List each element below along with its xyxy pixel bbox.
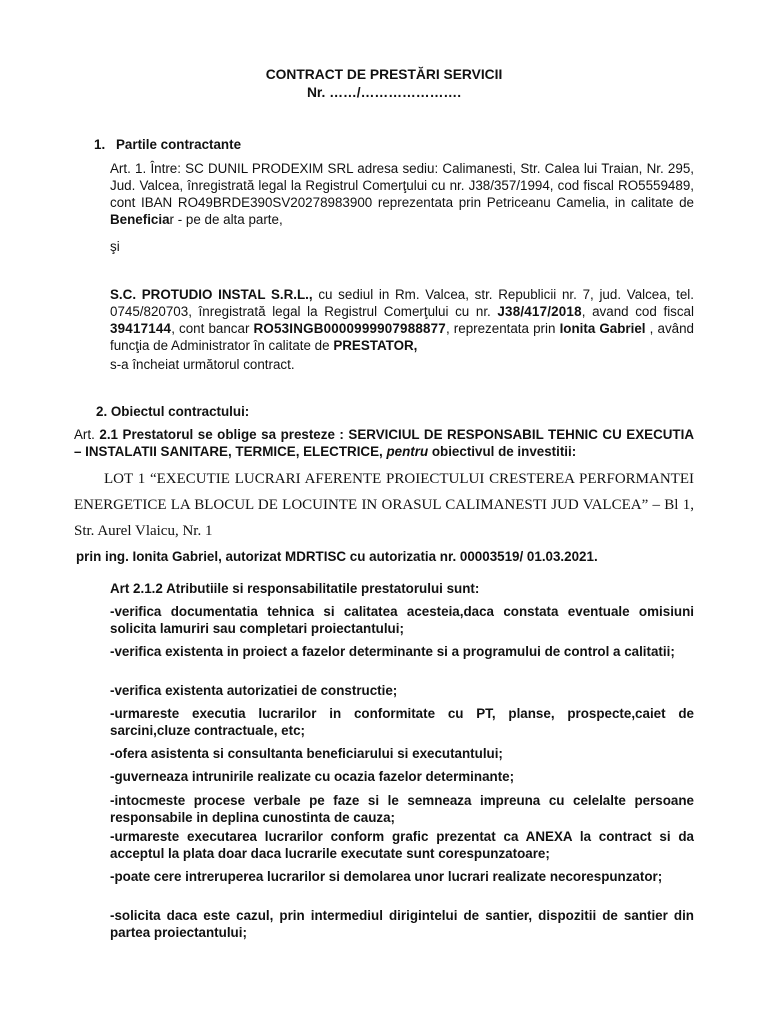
art21-paragraph [74, 426, 694, 460]
contract-title: CONTRACT DE PRESTĂRI SERVICII [265, 67, 503, 82]
duty-item: -urmareste executarea lucrarilor conform grafic prezentat ca ANEXA la contract si da acceptul la plata doar daca lucrarile executate sunt corespunzatoare; [110, 829, 694, 861]
pentru-word: pentru [386, 444, 429, 459]
prestator-paragraph [110, 286, 694, 354]
section2-heading: 2. Obiectul contractului: [96, 404, 250, 419]
conjunction-si: şi [110, 239, 120, 254]
art21-prefix: Art. [74, 427, 100, 442]
representative-name: Ionita Gabriel [559, 321, 646, 336]
registry-number: J38/417/2018 [497, 304, 582, 319]
duty-item: -verifica existenta in proiect a fazelor determinante si a programului de control a calitatii; [110, 644, 675, 659]
prestator-name: S.C. PROTUDIO INSTAL S.R.L., [110, 287, 313, 302]
duty-item: -urmareste executia lucrarilor in conformitate cu PT, planse, prospecte,caiet de sarcini,cluze contractuale, etc; [110, 706, 694, 738]
contract-number: Nr. ……/…………………. [306, 85, 462, 100]
duty-item: -ofera asistenta si consultanta beneficiarului si executantului; [110, 746, 503, 761]
lot-description: LOT 1 “EXECUTIE LUCRARI AFERENTE PROIECTULUI CRESTEREA PERFORMANTEI ENERGETICE LA BLOCUL DE LOCUINTE IN ORASUL CALIMANESTI JUD VALCEA” – Bl 1, Str. Aurel Vlaicu, Nr. 1 [74, 471, 694, 539]
duty-item: -verifica documentatia tehnica si calitatea acesteia,daca constata eventuale omisiuni solicita lamuriri sau completari proiectantului; [110, 604, 694, 636]
duty-item: -solicita daca este cazul, prin intermediul dirigintelui de santier, dispozitii de santier din partea proiectantului; [110, 908, 694, 940]
duty-item: -intocmeste procese verbale pe faze si le semneaza impreuna cu celelalte persoane responsabile in deplina cunostinta de cauza; [110, 793, 694, 825]
prestator-role: PRESTATOR, [333, 338, 418, 353]
prestator-text: cu sediul in Rm. Valcea, str. Republicii nr. 7, jud. Valcea, tel. 0745/820703, înregistrată legal la Registrul Comerţului cu nr. [110, 287, 694, 319]
prestator-text: , reprezentata prin [445, 321, 560, 336]
bank-account: RO53INGB0000999907988877 [253, 321, 446, 336]
art212-heading: Art 2.1.2 Atributiile si responsabilitatile prestatorului sunt: [110, 581, 480, 596]
fiscal-code: 39417144 [110, 321, 172, 336]
authorization-line: prin ing. Ionita Gabriel, autorizat MDRTISC cu autorizatia nr. 00003519/ 01.03.2021. [76, 549, 598, 564]
section1-heading [94, 136, 241, 153]
prestator-text: , avand cod fiscal [581, 304, 694, 319]
art1-text: Art. 1. Între: SC DUNIL PRODEXIM SRL adresa sediu: Calimanesti, Str. Calea lui Traian, Nr. 295, Jud. Valcea, înregistrată legal la Registrul Comerţului cu nr. J38/357/1994, cod fiscal RO5559489, cont IBAN RO49BRDE390SV20278983900 reprezentata prin Petriceanu Camelia, in calitate de [110, 161, 694, 210]
prestator-text: , cont bancar [171, 321, 254, 336]
art1-paragraph [110, 160, 694, 228]
beneficiar-label: Beneficia [110, 212, 170, 227]
art21-service: 2.1 Prestatorul se oblige sa presteze : SERVICIUL DE RESPONSABIL TEHNIC CU EXECUTIA – INSTALATII SANITARE, TERMICE, ELECTRICE, [74, 427, 694, 459]
section1-title: Partile contractante [116, 137, 242, 152]
duty-item: -verifica existenta autorizatiei de constructie; [110, 683, 398, 698]
closing-line: s-a încheiat următorul contract. [110, 357, 295, 372]
section1-number: 1. [94, 137, 106, 152]
duty-item: -guverneaza intrunirile realizate cu ocazia fazelor determinante; [110, 769, 515, 784]
art1-tail: r - pe de alta parte, [169, 212, 283, 227]
art21-tail: obiectivul de investitii: [428, 444, 577, 459]
duty-item: -poate cere intreruperea lucrarilor si demolarea unor lucrari realizate necorespunzator; [110, 869, 663, 884]
prestator-text: , având funcţia de Administrator în calitate de [110, 321, 694, 353]
